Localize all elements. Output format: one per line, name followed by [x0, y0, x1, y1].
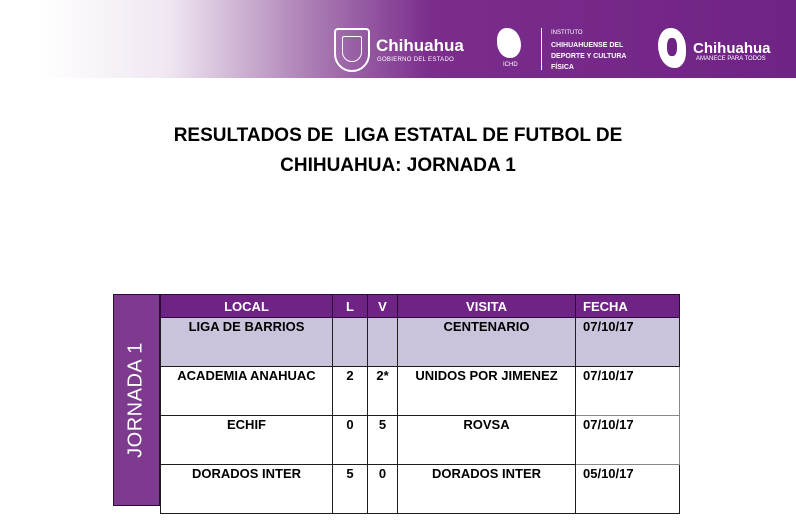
state-logo-slogan: AMANECE PARA TODOS	[696, 56, 766, 62]
cell-v: 5	[368, 416, 398, 465]
title-line-2: CHIHUAHUA: JORNADA 1	[280, 155, 516, 176]
cell-l: 2	[333, 367, 368, 416]
cell-visita: CENTENARIO	[398, 318, 576, 367]
cell-local: DORADOS INTER	[161, 465, 333, 514]
state-logo-icon	[658, 28, 686, 68]
cell-visita: UNIDOS POR JIMENEZ	[398, 367, 576, 416]
jornada-side-label: JORNADA 1	[124, 342, 147, 458]
cell-l	[333, 318, 368, 367]
ichd-logo-icon	[497, 28, 521, 58]
header-banner	[0, 0, 796, 78]
table-row	[161, 416, 680, 465]
cell-fecha: 05/10/17	[576, 465, 680, 514]
cell-v: 0	[368, 465, 398, 514]
cell-fecha: 07/10/17	[576, 367, 680, 416]
table-row	[161, 465, 680, 514]
table-row	[161, 367, 680, 416]
table-row	[161, 318, 680, 367]
cell-local: LIGA DE BARRIOS	[161, 318, 333, 367]
results-table	[160, 294, 680, 514]
cell-visita: ROVSA	[398, 416, 576, 465]
page-title	[0, 121, 796, 181]
cell-v	[368, 318, 398, 367]
gobierno-logo-subtitle: GOBIERNO DEL ESTADO	[377, 57, 455, 63]
ichd-name: CHIHUAHUENSE DEL DEPORTE Y CULTURA FÍSICA	[551, 42, 627, 71]
cell-fecha: 07/10/17	[576, 416, 680, 465]
cell-fecha: 07/10/17	[576, 318, 680, 367]
cell-visita: DORADOS INTER	[398, 465, 576, 514]
col-header-l: L	[333, 295, 368, 318]
state-logo-name: Chihuahua	[693, 40, 771, 57]
logo-divider	[541, 28, 542, 70]
cell-local: ACADEMIA ANAHUAC	[161, 367, 333, 416]
col-header-local: LOCAL	[161, 295, 333, 318]
cell-v: 2*	[368, 367, 398, 416]
cell-l: 5	[333, 465, 368, 514]
cell-local: ECHIF	[161, 416, 333, 465]
ichd-acronym: ICHD	[503, 62, 518, 68]
col-header-v: V	[368, 295, 398, 318]
col-header-fecha: FECHA	[576, 295, 680, 318]
col-header-visita: VISITA	[398, 295, 576, 318]
ichd-kicker: INSTITUTO	[551, 30, 583, 36]
cell-l: 0	[333, 416, 368, 465]
title-line-1: RESULTADOS DE LIGA ESTATAL DE FUTBOL DE	[173, 125, 623, 146]
gobierno-logo-name: Chihuahua	[376, 36, 464, 55]
table-header-row	[161, 295, 680, 318]
gobierno-seal-icon	[334, 28, 370, 72]
